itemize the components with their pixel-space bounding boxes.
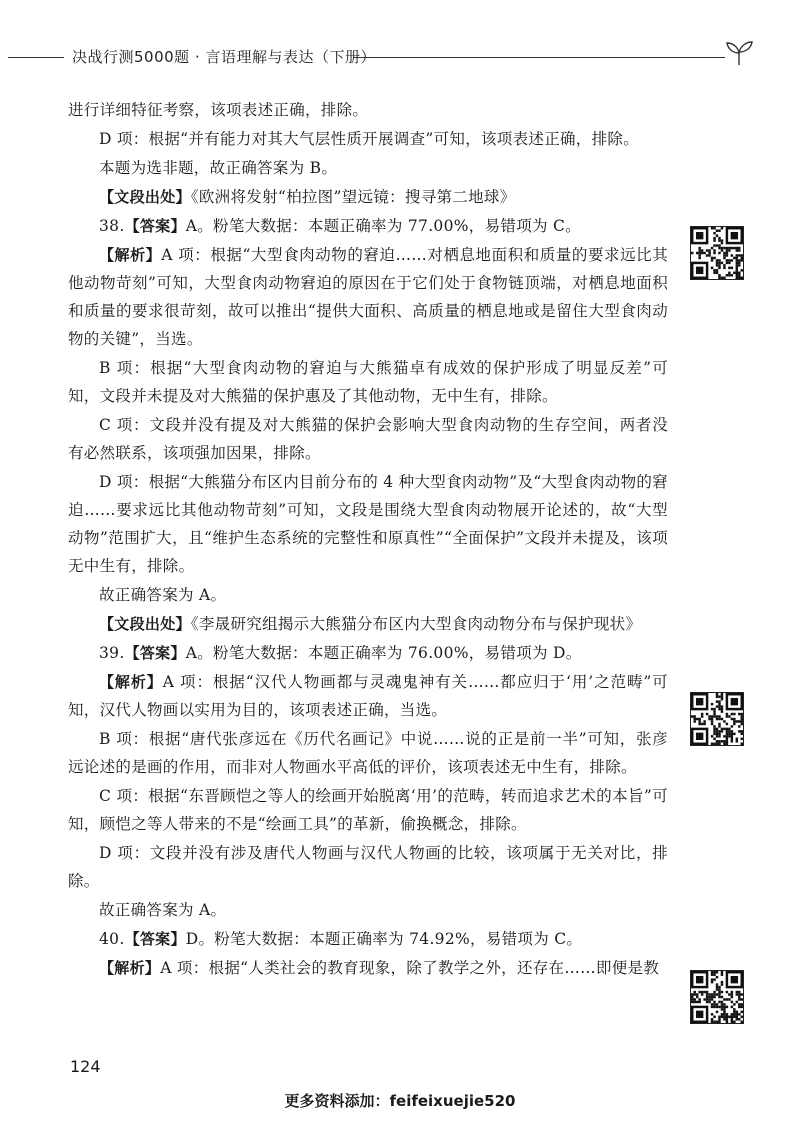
paragraph: [68, 468, 668, 580]
header-rule-right: [353, 57, 725, 58]
paragraph-text: 进行详细特征考察，该项表述正确，排除。: [68, 101, 369, 119]
paragraph: [68, 639, 668, 667]
paragraph-text: A 项：根据“人类社会的教育现象，除了教学之外，还存在……即便是教: [160, 959, 660, 977]
paragraph-text: A。粉笔大数据：本题正确率为 77.00%，易错项为 C。: [185, 217, 581, 235]
question-number: 38.: [99, 217, 125, 235]
paragraph: [68, 610, 668, 638]
section-label: 【文段出处】: [99, 615, 191, 633]
header-title: 决战行测5000题 · 言语理解与表达（下册）: [72, 48, 376, 66]
paragraph: [68, 354, 668, 410]
paragraph-text: D。粉笔大数据：本题正确率为 74.92%，易错项为 C。: [185, 930, 583, 948]
paragraph: [68, 125, 668, 153]
section-label: 【解析】: [99, 959, 161, 977]
paragraph-text: A。粉笔大数据：本题正确率为 76.00%，易错项为 D。: [185, 644, 582, 662]
paragraph: [68, 96, 668, 124]
header-rule-left: [8, 57, 64, 58]
qr-code-q38[interactable]: [690, 226, 744, 280]
paragraph-text: C 项：根据“东晋顾恺之等人的绘画开始脱离‘用’的范畴，转而追求艺术的本旨”可知，顾恺之等人带来的不是“绘画工具”的革新，偷换概念，排除。: [68, 787, 668, 833]
paragraph-text: D 项：根据“并有能力对其大气层性质开展调查”可知，该项表述正确，排除。: [99, 130, 640, 148]
paragraph: [68, 241, 668, 353]
page-number: 124: [70, 1057, 101, 1076]
section-label: 【答案】: [124, 217, 186, 235]
paragraph: [68, 896, 668, 924]
paragraph: [68, 925, 668, 953]
paragraph-text: 故正确答案为 A。: [99, 586, 227, 604]
paragraph-text: A 项：根据“大型食肉动物的窘迫……对栖息地面积和质量的要求远比其他动物苛刻”可知，大型食肉动物窘迫的原因在于它们处于食物链顶端，对栖息地面积和质量的要求很苛刻，故可以推出“提供大面积、高质量的栖息地或是留住大型食肉动物的关键”，当选。: [68, 246, 668, 348]
paragraph-text: 故正确答案为 A。: [99, 901, 227, 919]
leaf-sprout-icon: [724, 40, 754, 66]
paragraph: [68, 782, 668, 838]
footer-note: 更多资料添加：feifeixuejie520: [284, 1092, 516, 1110]
section-label: 【解析】: [99, 246, 162, 264]
section-label: 【文段出处】: [99, 188, 191, 206]
running-header: [8, 40, 792, 70]
paragraph-text: D 项：根据“大熊猫分布区内目前分布的 4 种大型食肉动物”及“大型食肉动物的窘迫……要求远比其他动物苛刻”可知，文段是围绕大型食肉动物展开论述的，故“大型动物”范围扩大，且“维护生态系统的完整性和原真性”“全面保护”文段并未提及，该项无中生有，排除。: [68, 473, 668, 575]
paragraph-text: 《李晟研究组揭示大熊猫分布区内大型食肉动物分布与保护现状》: [190, 615, 642, 633]
question-number: 39.: [99, 644, 125, 662]
section-label: 【答案】: [124, 930, 186, 948]
paragraph: [68, 212, 668, 240]
section-label: 【答案】: [124, 644, 186, 662]
qr-code-q40[interactable]: [690, 970, 744, 1024]
paragraph: [68, 725, 668, 781]
paragraph: [68, 183, 668, 211]
paragraph: [68, 668, 668, 724]
qr-code-q39[interactable]: [690, 692, 744, 746]
paragraph: [68, 411, 668, 467]
paragraph: [68, 839, 668, 895]
page-body: [68, 96, 668, 983]
paragraph-text: B 项：根据“大型食肉动物的窘迫与大熊猫卓有成效的保护形成了明显反差”可知，文段并未提及对大熊猫的保护惠及了其他动物，无中生有，排除。: [68, 359, 668, 405]
paragraph-text: 本题为选非题，故正确答案为 B。: [99, 159, 338, 177]
paragraph: [68, 954, 668, 982]
paragraph: [68, 581, 668, 609]
paragraph-text: A 项：根据“汉代人物画都与灵魂鬼神有关……都应归于‘用’之范畴”可知，汉代人物画以实用为目的，该项表述正确，当选。: [68, 673, 669, 719]
paragraph: [68, 154, 668, 182]
paragraph-text: C 项：文段并没有提及对大熊猫的保护会影响大型食肉动物的生存空间，两者没有必然联系，该项强加因果，排除。: [68, 416, 668, 462]
paragraph-text: B 项：根据“唐代张彦远在《历代名画记》中说……说的正是前一半”可知，张彦远论述的是画的作用，而非对人物画水平高低的评价，该项表述无中生有，排除。: [68, 730, 668, 776]
section-label: 【解析】: [99, 673, 163, 691]
question-number: 40.: [99, 930, 125, 948]
paragraph-text: D 项：文段并没有涉及唐代人物画与汉代人物画的比较，该项属于无关对比，排除。: [68, 844, 668, 890]
paragraph-text: 《欧洲将发射“柏拉图”望远镜：搜寻第二地球》: [190, 188, 516, 206]
